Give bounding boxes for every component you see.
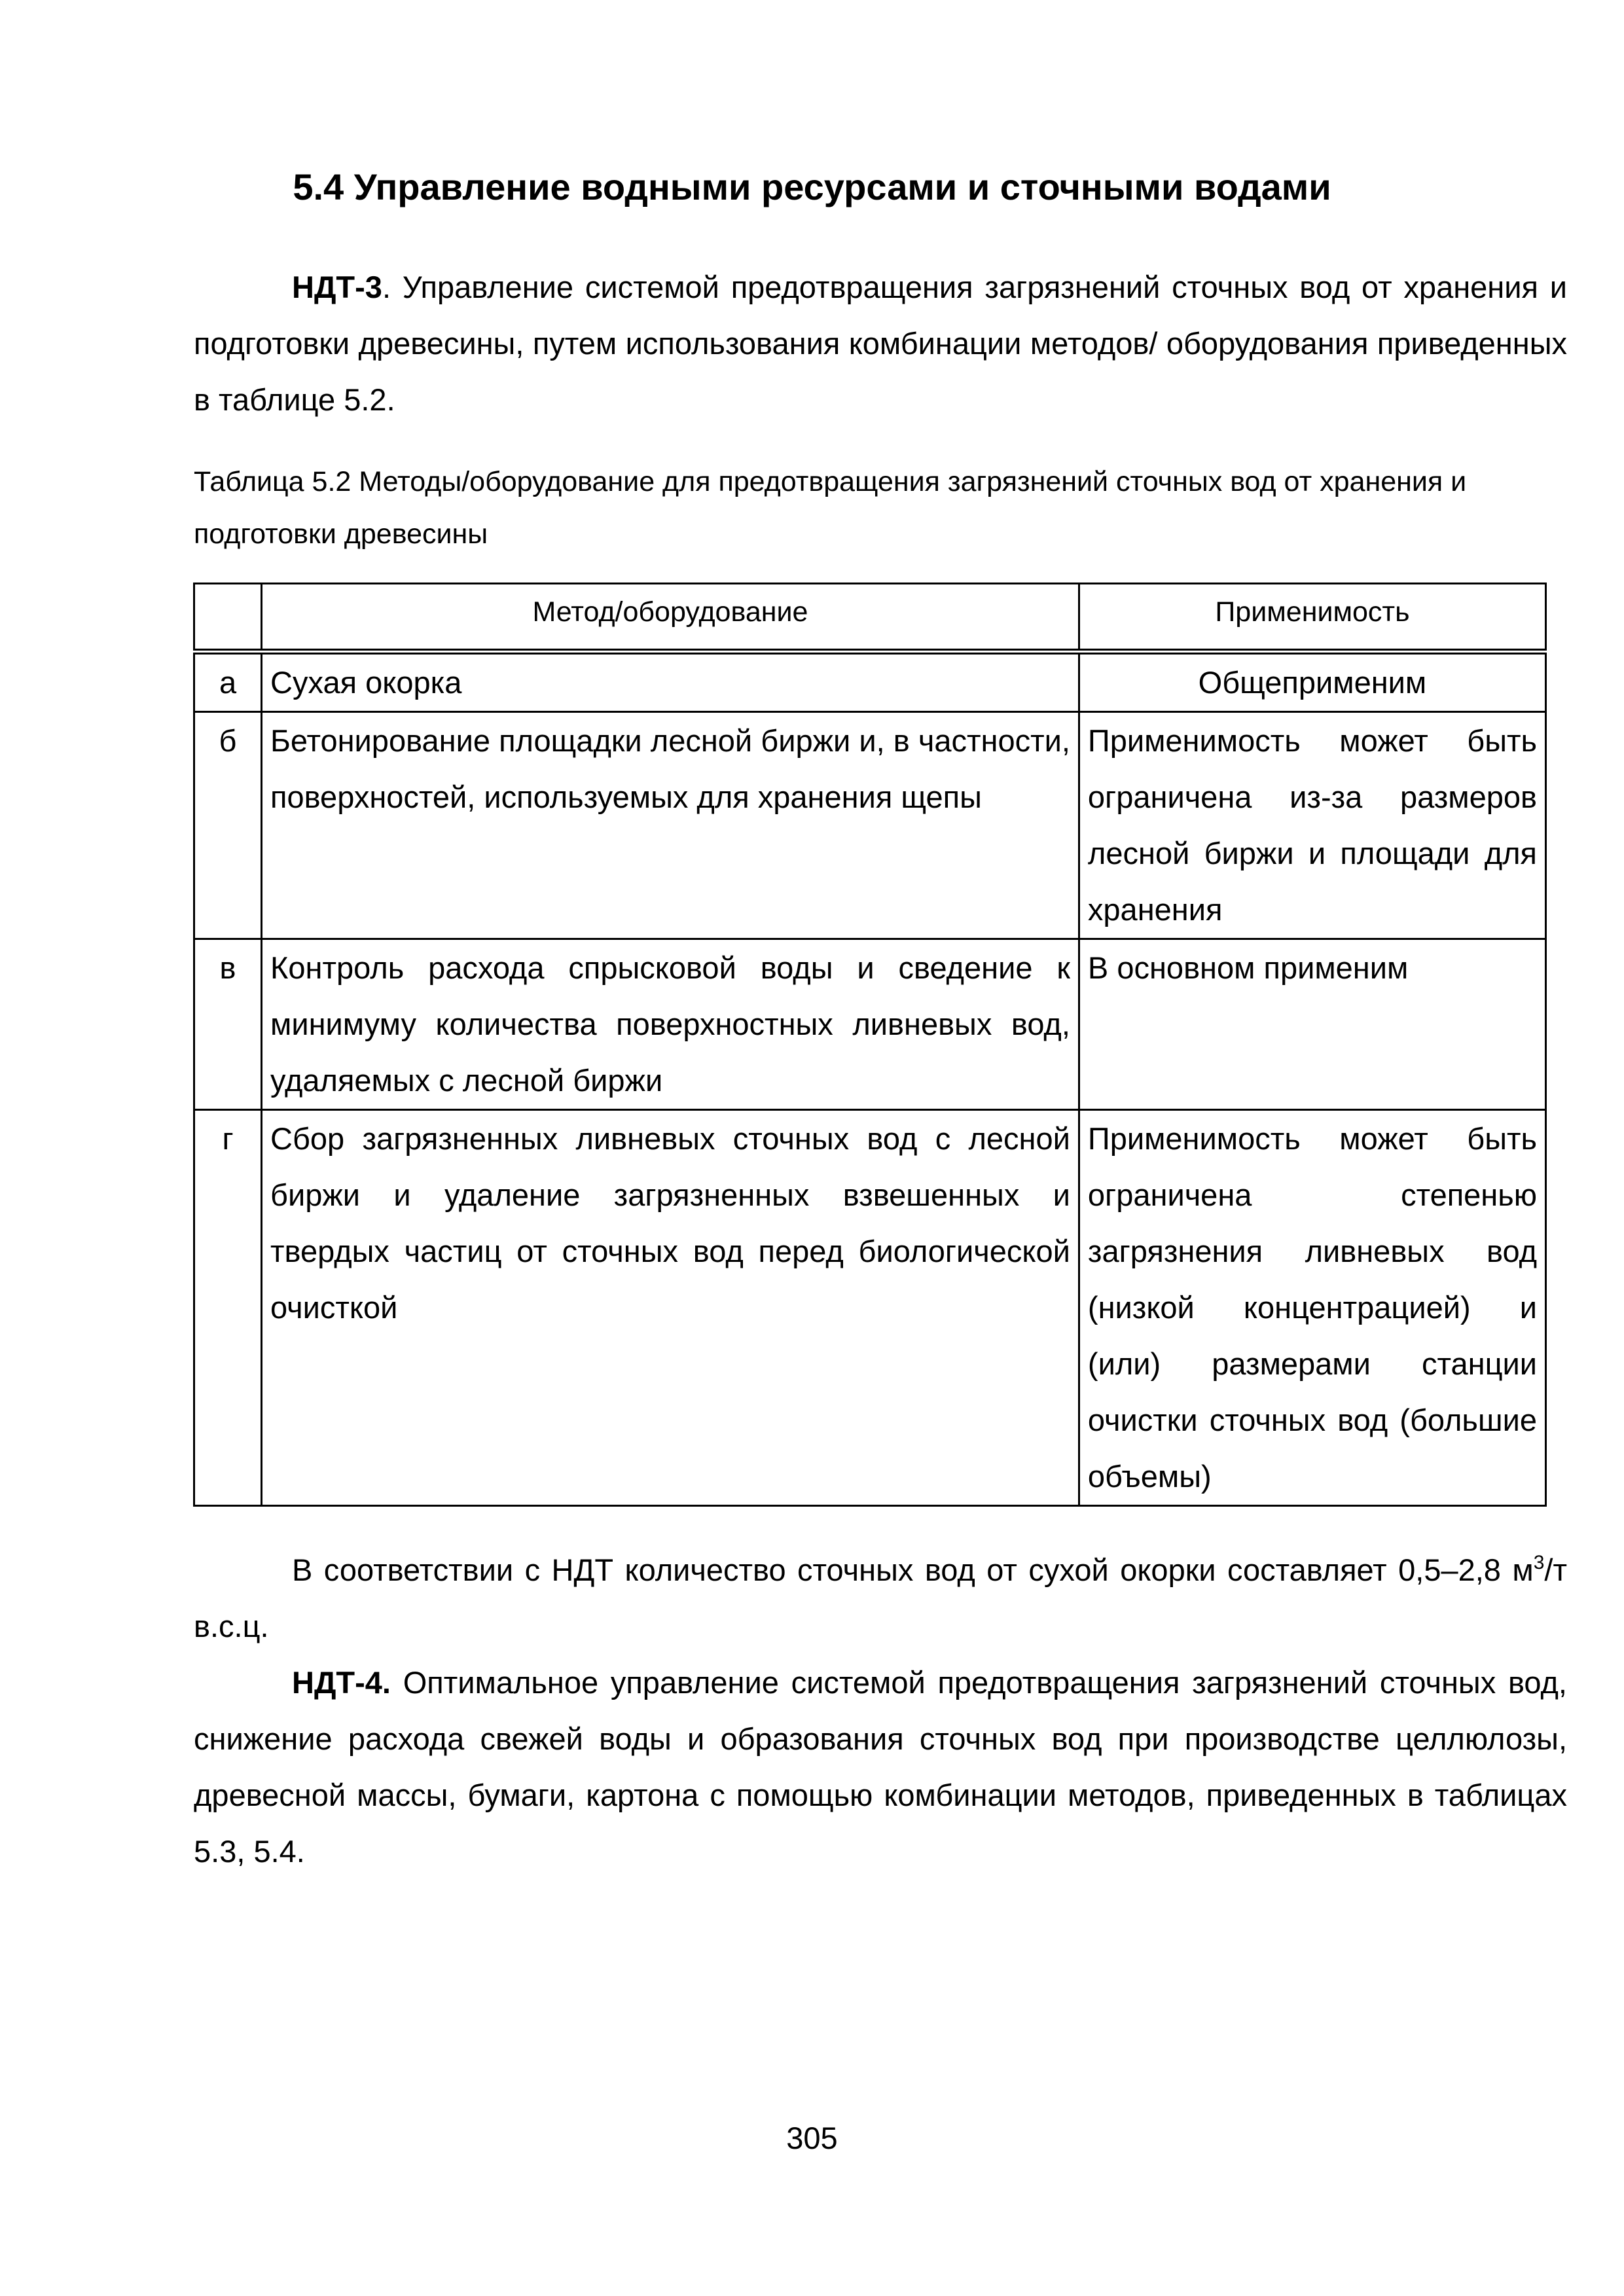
row-applicability: Применимость может быть ограничена степенью загрязнения ливневых вод (низкой концентрацией) и (или) размерами станции очистки сточных вод (большие объемы) [1079, 1110, 1545, 1506]
header-index [194, 584, 262, 652]
table-row [194, 1110, 1546, 1506]
row-applicability: Применимость может быть ограничена из-за размеров лесной биржи и площади для хранения [1079, 712, 1545, 939]
row-method: Бетонирование площадки лесной биржи и, в частности, поверхностей, используемых для хранения щепы [262, 712, 1079, 939]
norm-text-before: В соответствии с НДТ количество сточных вод от сухой окорки составляет 0,5–2,8 м [292, 1552, 1534, 1587]
table-caption: Таблица 5.2 Методы/оборудование для предотвращения загрязнений сточных вод от хранения и подготовки древесины [194, 466, 1467, 550]
methods-table [193, 583, 1547, 1507]
norm-paragraph [194, 1542, 1567, 1655]
table-header-row [194, 584, 1546, 652]
ndt3-text: . Управление системой предотвращения загрязнений сточных вод от хранения и подготовки древесины, путем использования комбинации методов/ оборудования приведенных в таблице 5.2. [194, 270, 1567, 417]
header-applicability: Применимость [1079, 584, 1545, 652]
norm-superscript: 3 [1533, 1552, 1545, 1573]
ndt4-text: Оптимальное управление системой предотвращения загрязнений сточных вод, снижение расхода свежей воды и образования сточных вод при производстве целлюлозы, древесной массы, бумаги, картона с помощью комбинации методов, приведенных в таблицах 5.3, 5.4. [194, 1665, 1567, 1869]
row-index: в [194, 939, 262, 1110]
row-applicability: Общеприменим [1079, 652, 1545, 712]
page-number: 305 [786, 2121, 838, 2155]
row-method: Контроль расхода спрысковой воды и сведение к минимуму количества поверхностных ливневых вод, удаляемых с лесной биржи [262, 939, 1079, 1110]
ndt3-paragraph [194, 259, 1567, 428]
row-applicability: В основном применим [1079, 939, 1545, 1110]
header-method: Метод/оборудование [262, 584, 1079, 652]
ndt3-label: НДТ-3 [292, 270, 382, 304]
row-index: а [194, 652, 262, 712]
ndt4-paragraph [194, 1655, 1567, 1880]
row-method: Сухая окорка [262, 652, 1079, 712]
row-method: Сбор загрязненных ливневых сточных вод с лесной биржи и удаление загрязненных взвешенных и твердых частиц от сточных вод перед биологической очисткой [262, 1110, 1079, 1506]
row-index: г [194, 1110, 262, 1506]
ndt4-label: НДТ-4. [292, 1665, 391, 1700]
norm-text-after: /т в.с.ц. [194, 1552, 1567, 1643]
row-index: б [194, 712, 262, 939]
table-row [194, 939, 1546, 1110]
table-row [194, 712, 1546, 939]
table-row [194, 652, 1546, 712]
section-title: 5.4 Управление водными ресурсами и сточными водами [293, 166, 1331, 207]
